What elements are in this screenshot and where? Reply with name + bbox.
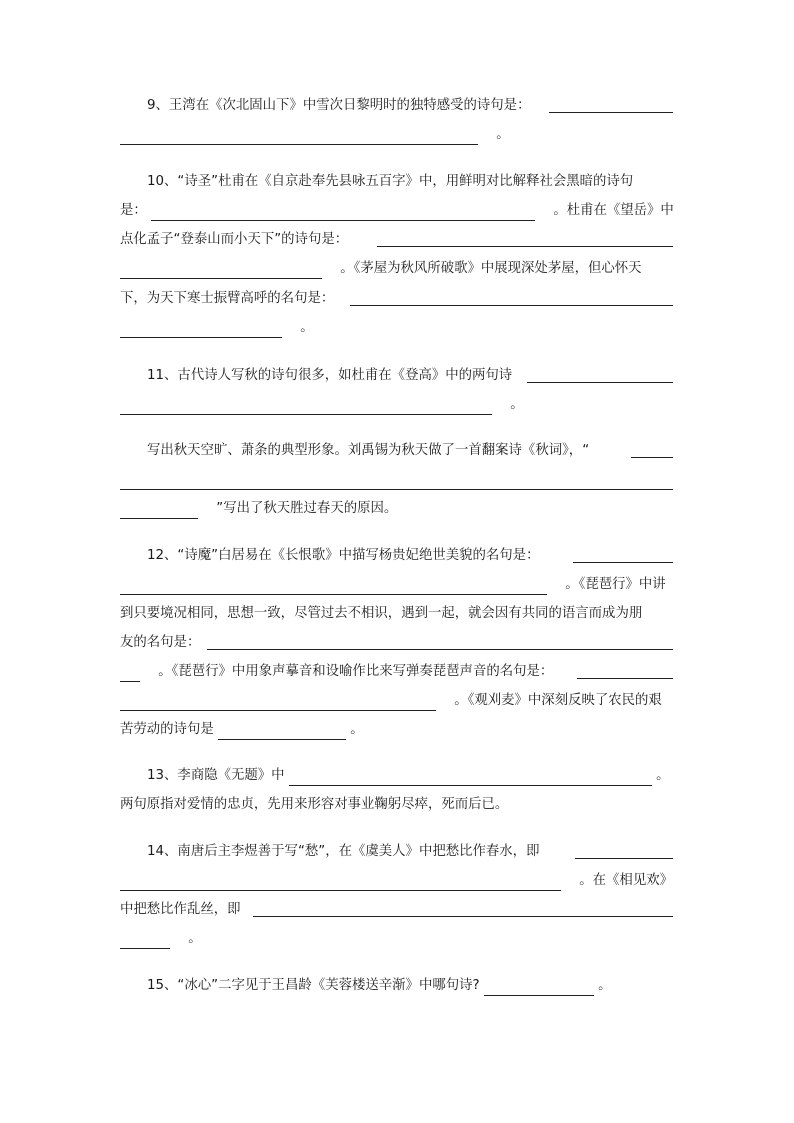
question-10-text: 下，为天下寒士振臂高呼的名句是： xyxy=(120,291,335,306)
answer-blank[interactable] xyxy=(575,842,673,859)
question-13-end: 。 xyxy=(656,768,670,783)
question-14-line-4 xyxy=(120,929,673,949)
question-10-text: 。杜甫在《望岳》中 xyxy=(553,203,674,218)
question-14-line-3 xyxy=(120,900,673,920)
question-10-end: 。 xyxy=(300,320,314,335)
question-9-text: 9、王湾在《次北固山下》中雪次日黎明时的独特感受的诗句是： xyxy=(147,98,531,113)
answer-blank[interactable] xyxy=(549,96,673,113)
question-13-text: 两句原指对爱情的忠贞，先用来形容对事业鞠躬尽瘁，死而后已。 xyxy=(120,797,509,812)
answer-blank[interactable] xyxy=(120,932,170,949)
question-9-line-1 xyxy=(147,96,673,116)
question-14-text: 14、南唐后主李煜善于写“愁”，在《虞美人》中把愁比作春水，即 xyxy=(147,844,540,859)
answer-blank[interactable] xyxy=(631,441,673,458)
question-12-text: 。《观刈麦》中深刻反映了农民的艰 xyxy=(454,693,662,708)
question-13-line-1 xyxy=(147,766,673,786)
question-13-line-2 xyxy=(120,795,673,815)
question-10-line-2 xyxy=(120,201,673,221)
answer-blank[interactable] xyxy=(120,398,492,415)
question-9-end: 。 xyxy=(496,127,510,142)
answer-blank[interactable] xyxy=(484,979,594,996)
question-10-line-5 xyxy=(120,289,673,309)
question-14-line-1 xyxy=(147,842,673,862)
question-9-line-2 xyxy=(120,125,673,145)
question-11-end: 。 xyxy=(510,397,524,412)
answer-blank[interactable] xyxy=(577,662,673,679)
answer-blank[interactable] xyxy=(350,289,673,306)
question-10-text: 。《茅屋为秋风所破歌》中展现深处茅屋，但心怀天 xyxy=(340,261,642,276)
answer-blank[interactable] xyxy=(289,769,652,786)
answer-blank[interactable] xyxy=(377,230,673,247)
question-11-line-4 xyxy=(120,470,673,490)
question-12-text: 。《琵琶行》中用象声摹音和设喻作比来写弹奏琵琶声音的名句是： xyxy=(158,664,554,679)
answer-blank[interactable] xyxy=(151,204,535,221)
question-12-line-2 xyxy=(120,575,673,595)
question-11-text: 11、古代诗人写秋的诗句很多，如杜甫在《登高》中的两句诗 xyxy=(147,368,513,383)
question-12-text: 12、“诗魔”白居易在《长恨歌》中描写杨贵妃绝世美貌的名句是： xyxy=(147,548,540,563)
question-12-line-5 xyxy=(120,662,673,682)
question-15-line-1 xyxy=(147,976,673,996)
question-13-text: 13、李商隐《无题》中 xyxy=(147,768,285,783)
answer-blank[interactable] xyxy=(120,874,561,891)
question-11-line-5 xyxy=(120,499,673,519)
answer-blank[interactable] xyxy=(218,723,346,740)
question-11-text: ”写出了秋天胜过春天的原因。 xyxy=(216,501,398,516)
answer-blank[interactable] xyxy=(253,900,673,917)
answer-blank[interactable] xyxy=(120,128,478,145)
question-12-text: 。《琵琶行》中讲 xyxy=(565,577,666,592)
question-12-line-1 xyxy=(147,546,673,566)
answer-blank[interactable] xyxy=(573,546,673,563)
answer-blank[interactable] xyxy=(120,665,140,682)
question-12-line-7 xyxy=(120,720,673,740)
question-11-line-3 xyxy=(147,441,673,461)
question-12-line-4 xyxy=(120,633,673,653)
question-11-text: 写出秋天空旷、萧条的典型形象。刘禹锡为秋天做了一首翻案诗《秋词》，“ xyxy=(147,443,590,458)
question-12-line-6 xyxy=(120,691,673,711)
question-12-text: 到只要境况相同，思想一致，尽管过去不相识，遇到一起，就会因有共同的语言而成为朋 xyxy=(120,606,643,621)
question-14-line-2 xyxy=(120,871,673,891)
question-15-text: 15、“冰心”二字见于王昌龄《芙蓉楼送辛渐》中哪句诗? xyxy=(147,978,480,993)
answer-blank[interactable] xyxy=(120,321,282,338)
answer-blank[interactable] xyxy=(527,366,673,383)
answer-blank[interactable] xyxy=(120,262,322,279)
question-11-line-1 xyxy=(147,366,673,386)
answer-blank[interactable] xyxy=(120,694,436,711)
question-14-text: 中把愁比作乱丝，即 xyxy=(120,902,241,917)
question-12-text: 友的名句是： xyxy=(120,635,201,650)
answer-blank[interactable] xyxy=(207,633,673,650)
question-10-line-1 xyxy=(147,172,673,192)
question-10-text: 是： xyxy=(120,203,147,218)
question-14-text: 。在《相见欢》 xyxy=(579,873,673,888)
question-14-end: 。 xyxy=(188,931,202,946)
question-15-end: 。 xyxy=(598,978,612,993)
question-10-text: 点化孟子“登泰山而小天下”的诗句是： xyxy=(120,232,349,247)
question-10-line-4 xyxy=(120,259,673,279)
question-10-text: 10、“诗圣”杜甫在《自京赴奉先县咏五百字》中，用鲜明对比解释社会黑暗的诗句 xyxy=(147,174,634,189)
answer-blank[interactable] xyxy=(120,502,198,519)
answer-blank[interactable] xyxy=(120,578,547,595)
question-12-end: 。 xyxy=(350,722,364,737)
question-10-line-6 xyxy=(120,318,673,338)
question-11-line-2 xyxy=(120,395,673,415)
question-12-text: 苦劳动的诗句是 xyxy=(120,722,214,737)
answer-blank[interactable] xyxy=(120,473,673,490)
question-10-line-3 xyxy=(120,230,673,250)
question-12-line-3 xyxy=(120,604,673,624)
